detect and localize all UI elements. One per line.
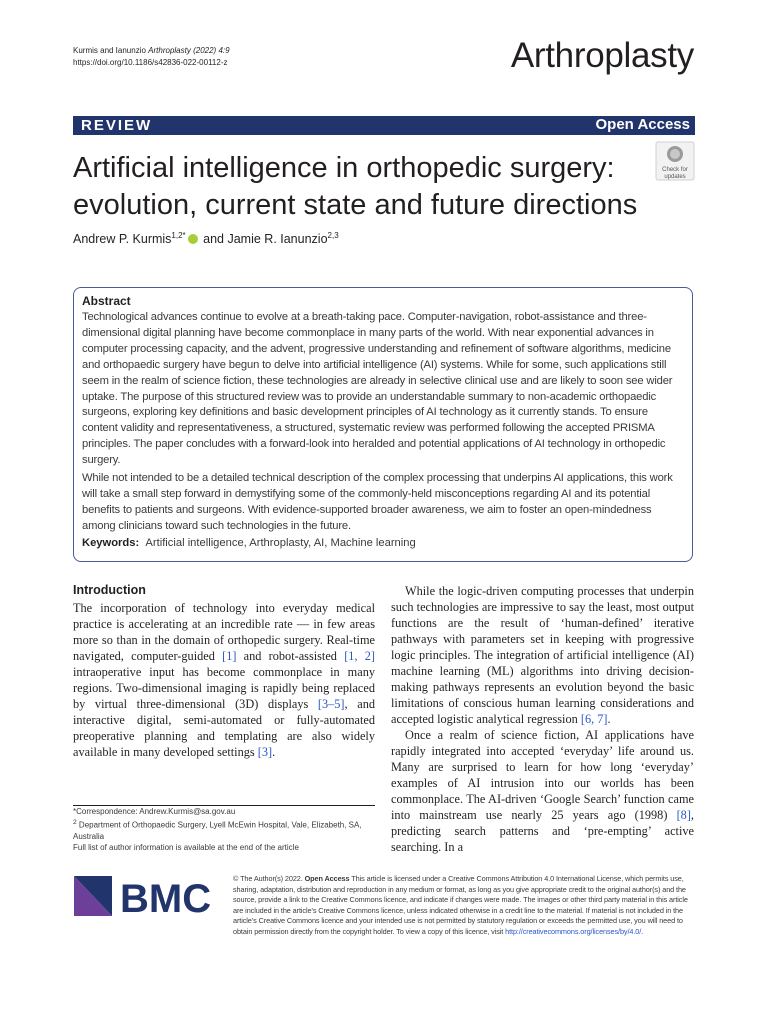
license-link[interactable]: http://creativecommons.org/licenses/by/4.0/ — [505, 926, 642, 936]
title-line-2: evolution, current state and future directions — [73, 189, 638, 221]
bmc-logo-icon — [74, 872, 214, 922]
author-1-affiliation: 1,2* — [171, 231, 186, 240]
correspondence-note: *Correspondence: Andrew.Kurmis@sa.gov.au — [73, 807, 236, 816]
license-open-access: Open Access — [304, 874, 350, 883]
abstract-paragraph-1: Technological advances continue to evolve at a breath-taking pace. Computer-navigation, robot-assistance and three-dimensional digital planning have become commonplace in many parts of the world. With near exponential advances in computer processing capacity, and the advent, progressive understanding and refinement of software algorithms, medicine and orthopaedic surgery have begun to delve into artificial intelligence (AI) systems. While for some, such applications still seem in the realm of science fiction, these technologies are already in selective clinical use and are likely to soon see wider uptake. The purpose of this structured review was to provide an understandable summary to non-academic orthopaedic surgeons, exploring key definitions and basic development principles of AI technology as it currently stands. To ensure content validity and representativeness, a structured, systematic review was performed following the accepted PRISMA principles. The paper concludes with a forward-look into heralded and potential applications of AI technology in orthopedic surgery. — [82, 311, 673, 467]
reference-link[interactable]: [3–5] — [317, 697, 345, 711]
citation-volume: (2022) 4:9 — [193, 46, 230, 55]
abstract-heading: Abstract — [82, 294, 131, 308]
introduction-heading: Introduction — [73, 583, 146, 597]
intro-paragraph-2: While the logic-driven computing processes that underpin such technologies are impressive to say the least, most output functions are the result of ‘human-defined’ iterative pathways with parameters set in keeping with progressive logic principles. The integration of artificial intelligence (AI) machine learning (ML) algorithms into driving decision-making pathways represents an evolution beyond the basic limitations of conscious human learning considerations and accepted logistic analytical regression [6, 7]. — [391, 584, 694, 726]
intro-paragraph-1: The incorporation of technology into everyday medical practice is accelerating at an incredible rate — in few areas more so than in the domain of orthopedic surgery. Real-time navigated, computer-guided [1] and robot-assisted [1, 2] intraoperative input has become commonplace in many regions. Two-dimensional imaging is rapidly being replaced by virtual three-dimensional (3D) displays [3–5], and interactive digital, semi-automated or fully-automated preoperative planning and templating are also widely available in many developed settings [3]. — [73, 601, 375, 759]
bmc-logo — [74, 872, 214, 927]
orcid-icon[interactable] — [188, 234, 198, 244]
author-list — [73, 231, 339, 246]
open-access-label: Open Access — [595, 116, 690, 133]
intro-paragraph-3: Once a realm of science fiction, AI applications have rapidly integrated into accepted ‘everyday’ life around us. Many are surprised to learn for how long ‘everyday’ examples of AI intrusion into our worlds has been commonplace. The AI-driven ‘Google Search’ function came into mainstream use nearly 25 years ago (1998) [8], predicting search patterns and ‘pre-empting’ active searching. In a — [391, 728, 694, 854]
reference-link[interactable]: [8] — [676, 808, 691, 822]
article-title — [73, 150, 653, 224]
affiliation-note: $^2$ Department of Orthopaedic Surgery, Lyell McEwin Hospital, Vale, Elizabeth, SA, Australia — [73, 819, 362, 841]
article-type-label: REVIEW — [81, 117, 153, 134]
footnotes — [73, 806, 375, 853]
reference-link[interactable]: [1] — [222, 649, 237, 663]
check-updates-line2: updates — [664, 174, 686, 180]
keywords-list: Artificial intelligence, Arthroplasty, AI, Machine learning — [145, 536, 416, 549]
citation-block — [73, 45, 230, 69]
check-updates-icon — [655, 141, 695, 181]
abstract-paragraph-2: While not intended to be a detailed technical description of the complex processing that underpins AI applications, this work will take a small step forward in demystifying some of the commonly-held misconceptions regarding AI and its potential benefits to patients and surgeons. With evidence-supported broader awareness, we aim to foster an open-mindedness among clinicians toward such technologies in the future. — [82, 472, 673, 532]
author-1: Andrew P. Kurmis — [73, 232, 172, 247]
body-column-right — [391, 583, 694, 855]
citation-journal: Arthroplasty — [148, 46, 191, 55]
check-updates-line1: Check for — [662, 167, 688, 173]
reference-link[interactable]: [6, 7] — [580, 712, 608, 726]
journal-name: Arthroplasty — [510, 36, 694, 75]
author-info-note: Full list of author information is available at the end of the article — [73, 842, 299, 852]
keywords-label: Keywords: — [82, 536, 140, 549]
author-2-affiliation: 2,3 — [327, 231, 339, 240]
check-for-updates-badge[interactable] — [655, 141, 695, 181]
body-column-left — [73, 600, 375, 760]
reference-link[interactable]: [3] — [257, 745, 273, 759]
doi-link[interactable]: https://doi.org/10.1186/s42836-022-00112-z — [73, 58, 228, 67]
author-2: and Jamie R. Ianunzio — [203, 232, 328, 247]
reference-link[interactable]: [1, 2] — [344, 649, 375, 663]
title-line-1: Artificial intelligence in orthopedic surgery: — [73, 152, 615, 184]
bmc-wordmark: BMC — [120, 877, 212, 921]
keywords — [82, 537, 684, 549]
article-type-banner — [73, 116, 695, 135]
license-statement: © The Author(s) 2022. Open Access This article is licensed under a Creative Commons Attribution 4.0 International License, which permits use, sharing, adaptation, distribution and reproduction in any medium or format, as long as you give appropriate credit to the original author(s) and the source, provide a link to the Creative Commons licence, and indicate if changes were made. The images or other third party material in this article are included in the article’s Creative Commons licence, unless indicated otherwise in a credit line to the material. If material is not included in the article’s Creative Commons licence and your intended use is not permitted by statutory regulation or exceeds the permitted use, you will need to obtain permission directly from the copyright holder. To view a copy of this licence, visit http://creativecommons.org/licenses/by/4.0/. — [233, 874, 688, 936]
citation-authors: Kurmis and Ianunzio — [73, 46, 146, 55]
abstract-box — [73, 287, 693, 562]
